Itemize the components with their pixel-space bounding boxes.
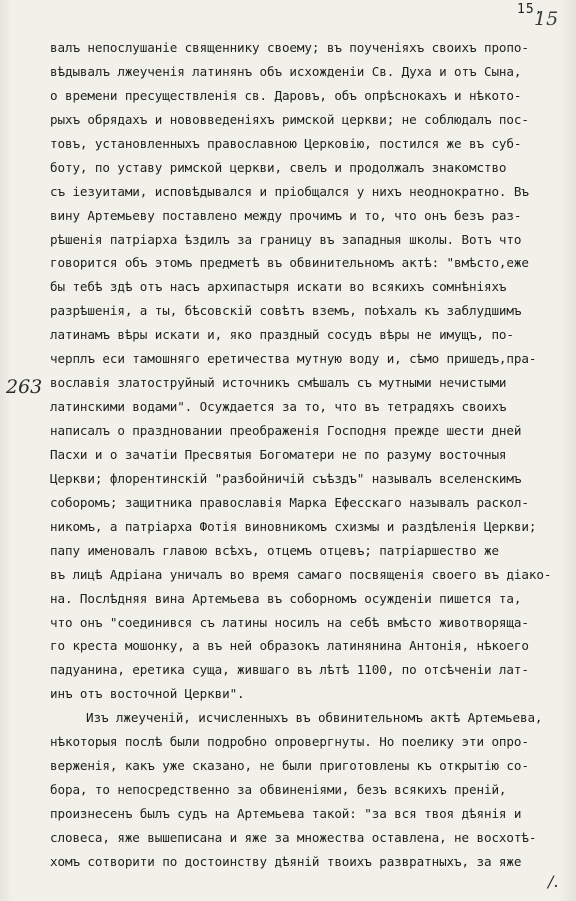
text-line: о времени пресуществленія св. Даровъ, объ опрѣснокахъ и нѣкото-	[50, 87, 522, 103]
text-line: черплъ еси тамошняго еретичества мутную воду и, сѣмо пришедъ,пра-	[50, 351, 537, 367]
text-line: нѣкоторыя послѣ были подробно опровергнуты. Но поелику эти опро-	[50, 734, 529, 750]
text-line: хомъ сотворити по достоинству дѣяній твоихъ развратныхъ, за яже	[50, 853, 522, 869]
text-line: боту, по уставу римской церкви, свелъ и продолжалъ знакомство	[50, 159, 507, 175]
text-line: разрѣшенія, а ты, бѣсовскій совѣтъ вземъ, поѣхалъ къ заблудшимъ	[50, 303, 522, 319]
text-line: рыхъ обрядахъ и нововведеніяхъ римской церкви; не соблюдалъ пос-	[50, 111, 529, 127]
handwritten-end-mark: /.	[548, 872, 559, 891]
text-line: верженія, какъ уже сказано, не были приготовлены къ открытію со-	[50, 758, 529, 774]
text-line: Пасхи и о зачатіи Пресвятыя Богоматери не по разуму восточныя	[50, 446, 507, 462]
text-line: произнесенъ былъ судъ на Артемьева такой: "за вся твоя дѣянія и	[50, 806, 522, 821]
text-line: соборомъ; защитника православія Марка Ефесскаго называлъ раскол-	[50, 494, 529, 510]
text-line: бора, то непосредственно за обвиненіями, безъ всякихъ преній,	[50, 782, 507, 798]
text-line: рѣшенія патріарха ѣздилъ за границу въ западныя школы. Вотъ что	[50, 231, 522, 247]
text-line: что онъ "соединився съ латины носилъ на себѣ вмѣсто животворяща-	[50, 614, 529, 630]
text-line: вину Артемьеву поставлено между прочимъ и то, что онъ безъ раз-	[50, 207, 522, 223]
text-line: бы тебѣ здѣ отъ насъ архипастыря искати во всякихъ сомнѣніяхъ	[50, 279, 507, 295]
text-line: Церкви; флорентинскій "разбойничій съѣздъ" называлъ вселенскимъ	[50, 470, 522, 486]
text-line: папу именовалъ главою всѣхъ, отцемъ отцевъ; патріаршество же	[50, 542, 499, 558]
text-line: латинскими водами". Осуждается за то, что въ тетрадяхъ своихъ	[50, 399, 507, 415]
page-number-handwritten: 15	[534, 8, 559, 30]
document-body	[50, 36, 570, 874]
text-line: словеса, яже вышеписана и яже за множества оставлена, не восхотѣ-	[50, 829, 537, 845]
text-line: съ іезуитами, исповѣдывался и пріобщался у нихъ неоднократно. Въ	[50, 183, 529, 199]
text-line: никомъ, а патріарха Фотія виновникомъ схизмы и раздѣленія Церкви;	[50, 518, 537, 534]
paragraph-start-line: Изъ лжеученій, исчисленныхъ въ обвинительномъ актѣ Артемьева,	[86, 710, 543, 726]
page-number-typed: 15.	[517, 2, 544, 17]
text-line: на. Послѣдняя вина Артемьева въ соборномъ осужденіи пишется та,	[50, 590, 522, 606]
text-line: вославія златоструйный источникъ смѣшалъ съ мутными нечистыми	[50, 375, 507, 391]
text-line: говорится объ этомъ предметѣ въ обвинительномъ актѣ: "вмѣсто,еже	[50, 255, 529, 271]
text-line: латинамъ вѣры искати и, яко праздный сосудъ вѣры не имущъ, по-	[50, 327, 514, 343]
text-line: го креста мошонку, а въ ней образокъ латинянина Антонія, нѣкоего	[50, 638, 529, 654]
text-line: въ лицѣ Адріана уничалъ во время самаго посвященія своего въ діако-	[50, 566, 552, 582]
text-line: написалъ о праздновании преображенія Господня прежде шести дней	[50, 423, 522, 438]
text-line: товъ, установленныхъ православною Церковію, постился же въ суб-	[50, 135, 522, 151]
text-line: инъ отъ восточной Церкви".	[50, 686, 245, 702]
text-line: валъ непослушаніе священнику своему; въ поученіяхъ своихъ пропо-	[50, 40, 529, 55]
text-line: падуанина, еретика суща, жившаго въ лѣтѣ 1100, по отсѣченіи лат-	[50, 662, 529, 678]
text-line: вѣдывалъ лжеученія латинянъ объ исхожденіи Св. Духа и отъ Сына,	[50, 63, 522, 79]
margin-handwritten-number: 263	[6, 376, 43, 398]
